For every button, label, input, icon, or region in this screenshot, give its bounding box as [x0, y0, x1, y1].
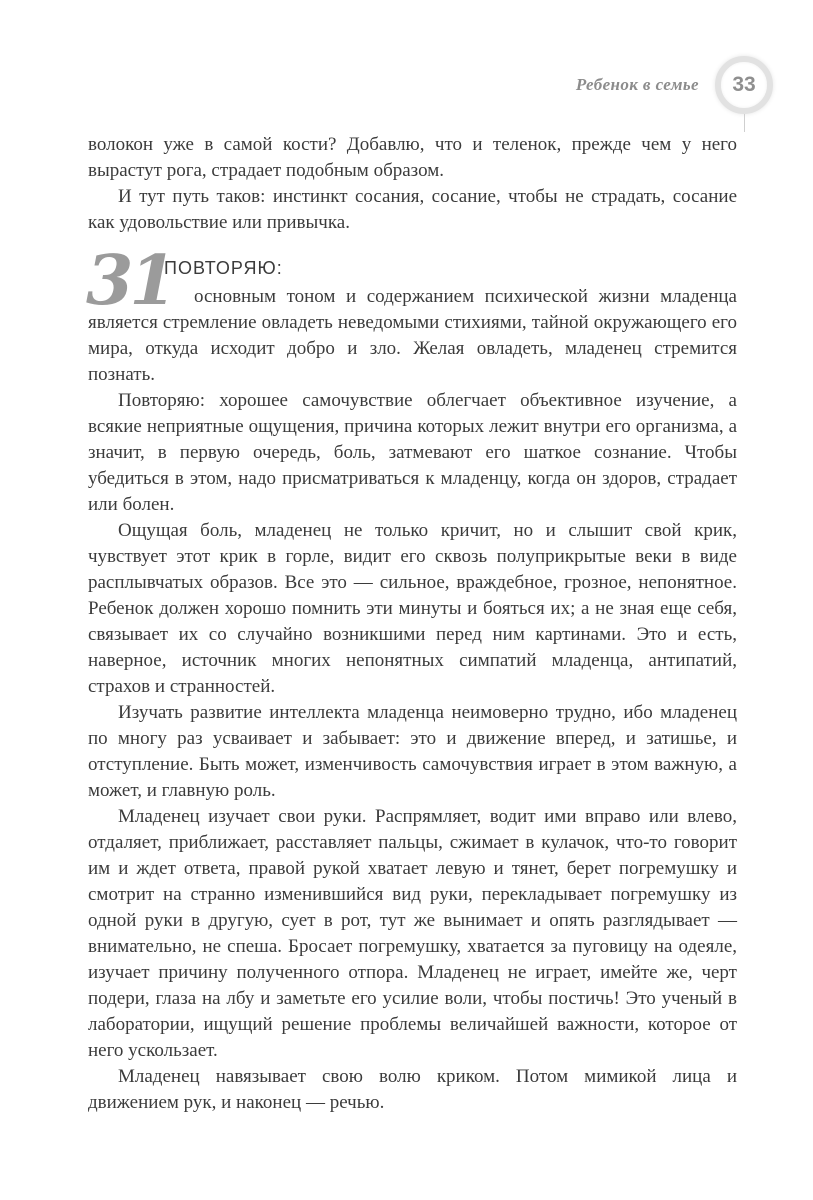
paragraph: И тут путь таков: инстинкт сосания, сосание, чтобы не страдать, сосание как удовольствие или привычка.: [88, 186, 737, 233]
page-number: 33: [732, 73, 756, 96]
page-header: [88, 54, 773, 116]
paragraph: основным тоном и содержанием психической жизни младенца является стремление овладеть неведомыми стихиями, тайной окружающего его мира, откуда исходит добро и зло. Желая овладеть, младенец стремится познать.: [88, 286, 737, 385]
badge-tail-line: [744, 114, 745, 132]
page-number-circle: [715, 56, 773, 114]
paragraph: Ощущая боль, младенец не только кричит, но и слышит свой крик, чувствует этот крик в горле, видит его сквозь полуприкрытые веки в виде расплывчатых образов. Все это — сильное, враждебное, грозное, непонятное. Ребенок должен хорошо помнить эти минуты и бояться их; а не зная еще себя, связывает их со случайно возникшими перед ним картинами. Это и есть, наверное, источник многих непонятных симпатий младенца, антипатий, страхов и странностей.: [88, 520, 737, 697]
paragraph: волокон уже в самой кости? Добавлю, что и теленок, прежде чем у него вырастут рога, страдает подобным образом.: [88, 134, 737, 181]
paragraph: Повторяю: хорошее самочувствие облегчает объективное изучение, а всякие неприятные ощущения, причина которых лежит внутри его организма, а значит, в первую очередь, боль, затмевают его шаткое сознание. Чтобы убедиться в этом, надо присматриваться к младенцу, когда он здоров, страдает или болен.: [88, 390, 737, 515]
running-title: Ребенок в семье: [575, 75, 699, 94]
page-number-badge: [715, 56, 773, 114]
paragraph: Изучать развитие интеллекта младенца неимоверно трудно, ибо младенец по многу раз усваивает и забывает: это и движение вперед, и затишье, и отступление. Быть может, изменчивость самочувствия играет в этом важную, а может, и главную роль.: [88, 702, 737, 801]
paragraph: Младенец изучает свои руки. Распрямляет, водит ими вправо или влево, отдаляет, приближает, расставляет пальцы, сжимает в кулачок, что-то говорит им и ждет ответа, правой рукой хватает левую и тянет, берет погремушку и смотрит на странно изменившийся вид руки, перекладывает погремушку из одной руки в другую, сует в рот, тут же вынимает и опять разглядывает — внимательно, не спеша. Бросает погремушку, хватается за пуговицу на одеяле, изучает причину полученного отпора. Младенец не играет, имейте же, черт подери, глаза на лбу и заметьте его усилие воли, чтобы постичь! Это ученый в лаборатории, ищущий решение проблемы величайшей важности, которое от него ускользает.: [88, 806, 737, 1061]
section-number: 31: [86, 241, 173, 321]
paragraph: Младенец навязывает свою волю криком. Потом мимикой лица и движением рук, и наконец — речью.: [88, 1066, 737, 1113]
page-content: [88, 132, 737, 1116]
section-heading: ПОВТОРЯЮ:: [164, 258, 283, 278]
section-31: [86, 241, 737, 1116]
